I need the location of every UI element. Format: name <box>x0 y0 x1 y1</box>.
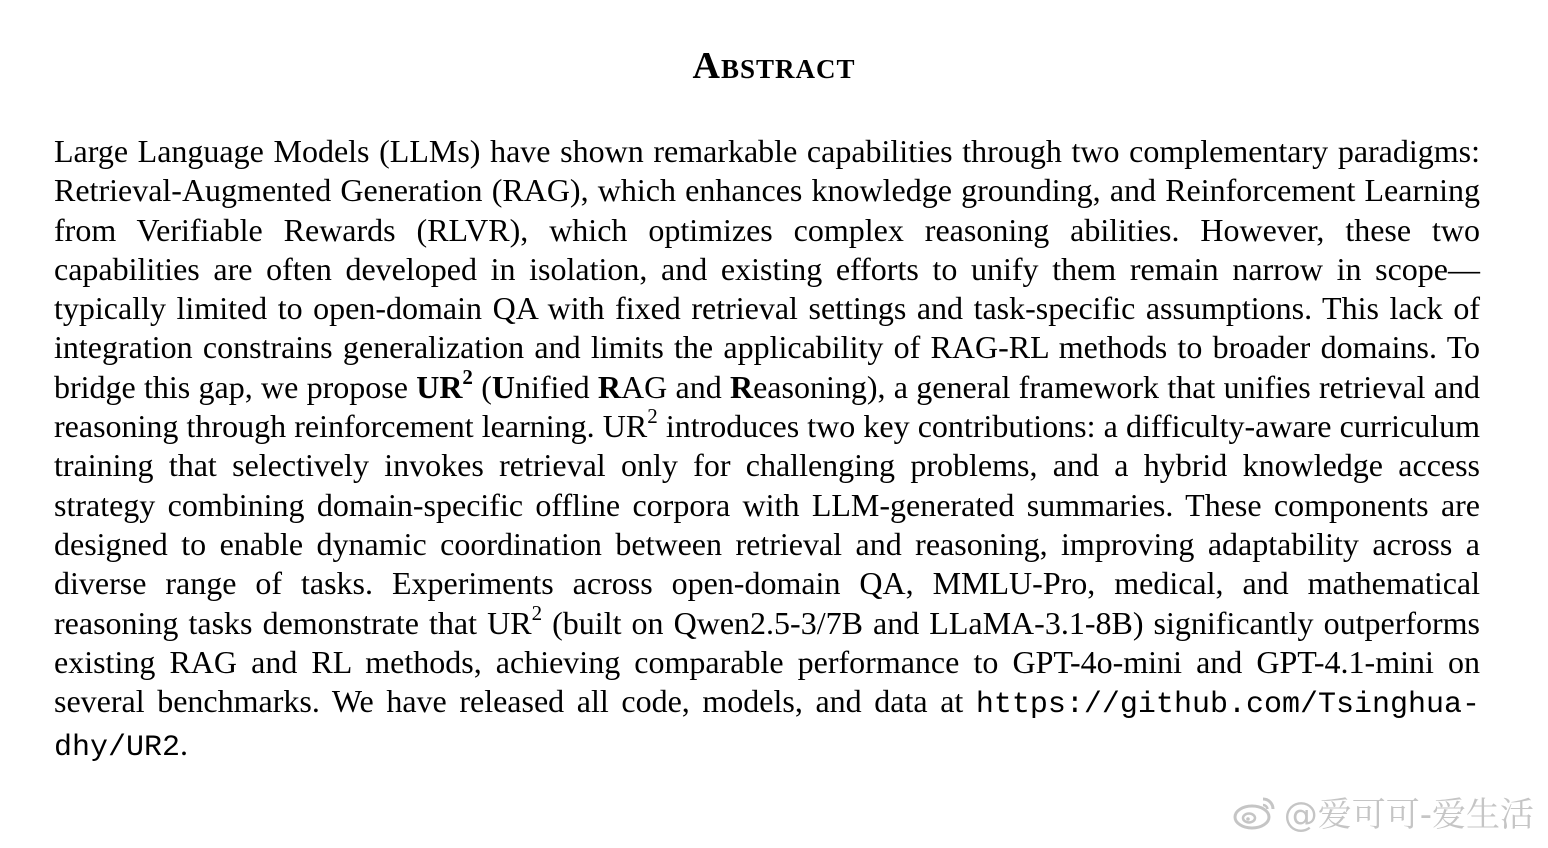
acronym-letter-r1: R <box>597 368 621 405</box>
closing-period: . <box>180 726 189 763</box>
acronym-letter-u: U <box>491 368 515 405</box>
abstract-text-part-4: (built on Qwen2.5-3/7B and LLaMA-3.1-8B) significantly outperforms existing RAG and RL methods, achieving comparable performance to GPT-4o-mini and GPT-4.1-mini on several benchmarks. We have released all code, models, and data at <box>54 604 1481 720</box>
open-paren: ( <box>472 368 492 405</box>
abstract-text-part-2: easoning), a general framework that unifies retrieval and reasoning through reinforcement learning. <box>54 368 1481 445</box>
superscript-2: 2 <box>647 404 658 429</box>
abstract-text-part-1: Large Language Models (LLMs) have shown remarkable capabilities through two complementary paradigms: Retrieval-Augmented Generation (RAG), which enhances knowledge grounding, and Reinforcement Learning from Verifiable Rewards (RLVR), which optimizes complex reasoning abilities. However, these two capabilities are often developed in isolation, and existing efforts to unify them remain narrow in scope—typically limited to open-domain QA with fixed retrieval settings and task-specific assumptions. This lack of integration constrains generalization and limits the applicability of RAG-RL methods to broader domains. To bridge this gap, we propose <box>54 133 1480 405</box>
acronym-word-ag-and: AG and <box>621 368 730 405</box>
abstract-text <box>54 132 1480 769</box>
ur2-name-plain-1: UR <box>602 408 648 445</box>
ur2-name-plain-2: UR <box>487 604 532 641</box>
ur2-name-bold <box>416 365 473 405</box>
github-link[interactable]: https://github.com/Tsinghua-dhy/UR2 <box>54 688 1480 766</box>
watermark-text: @爱可可-爱生活 <box>1283 795 1534 835</box>
superscript-2: 2 <box>531 600 543 625</box>
weibo-icon <box>1232 793 1278 831</box>
ur-bold: UR <box>416 368 463 405</box>
watermark <box>1232 787 1534 836</box>
acronym-letter-r2: R <box>729 368 754 405</box>
acronym-word-nified: nified <box>514 368 598 405</box>
superscript-2: 2 <box>462 365 473 390</box>
abstract-heading: Abstract <box>692 45 856 87</box>
abstract-text-part-3: introduces two key contributions: a difficulty-aware curriculum training that selectively invokes retrieval only for challenging problems, and a hybrid knowledge access strategy combining domain-specific offline corpora with LLM-generated summaries. These components are designed to enable dynamic coordination between retrieval and reasoning, improving adaptability across a diverse range of tasks. Experiments across open-domain QA, MMLU-Pro, medical, and mathematical reasoning tasks demonstrate that <box>54 408 1481 641</box>
